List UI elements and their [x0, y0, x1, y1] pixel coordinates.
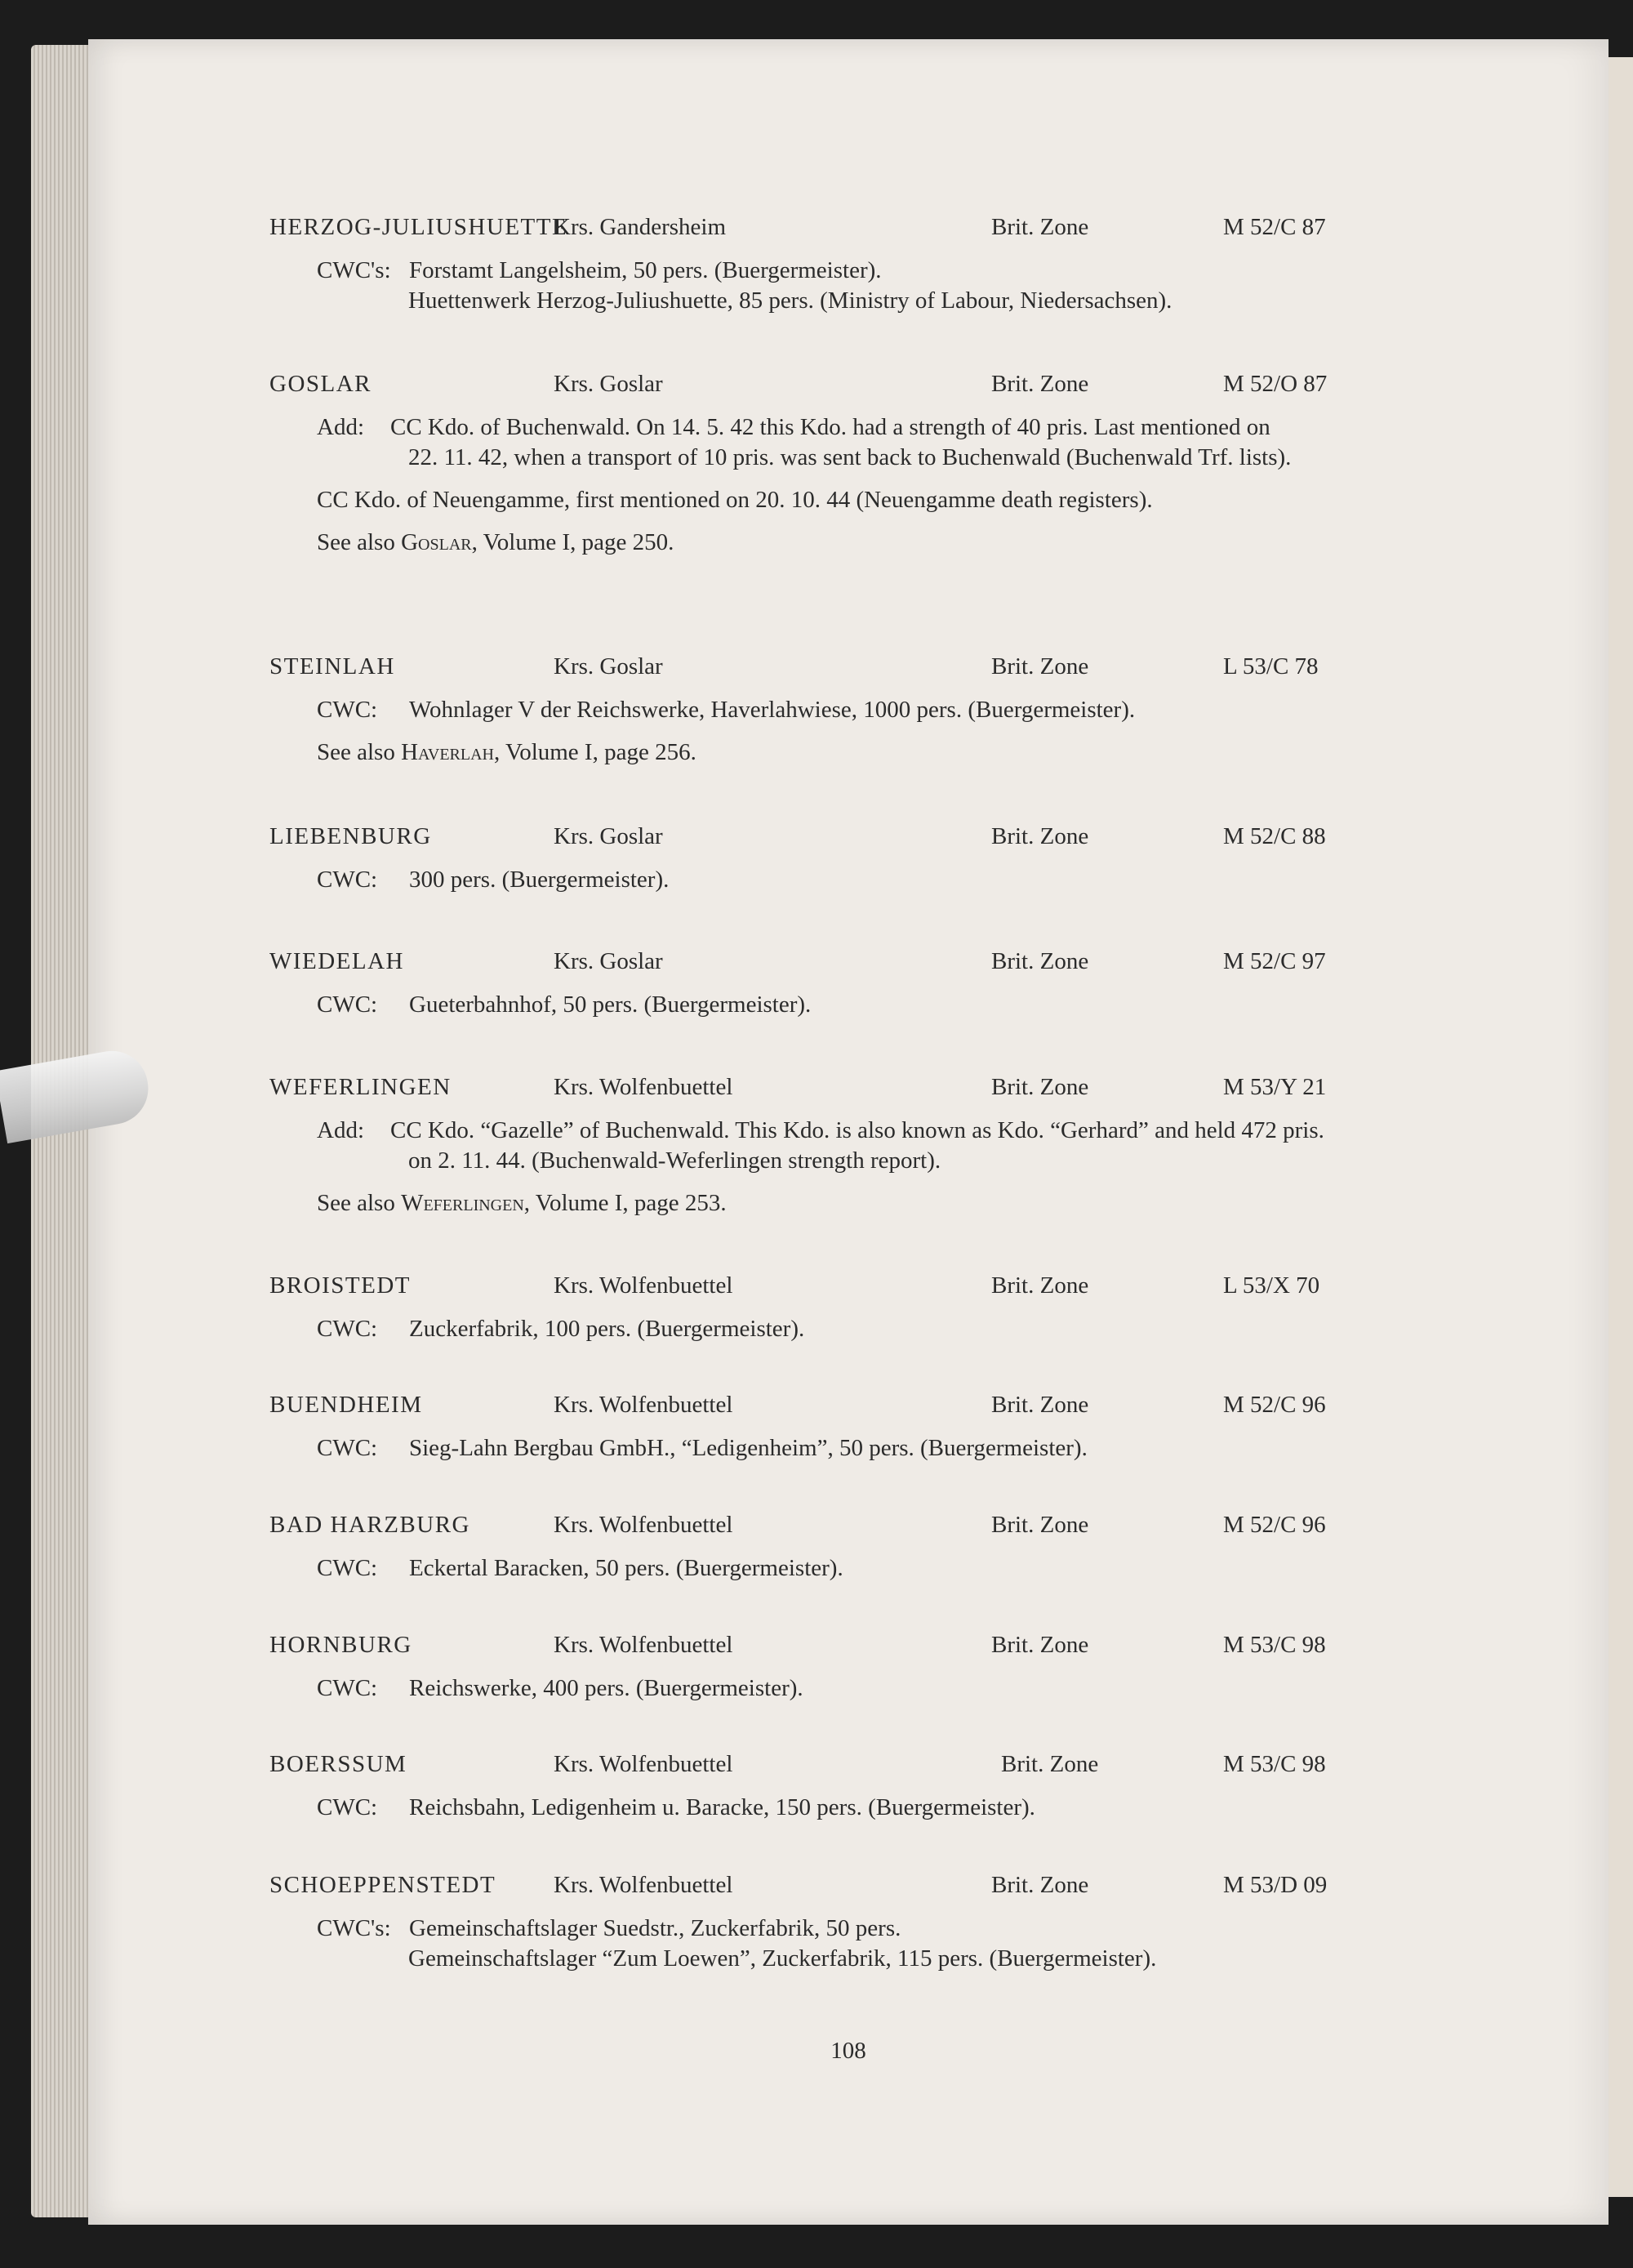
district: Krs. Wolfenbuettel [554, 1872, 733, 1898]
entry-weferlingen [88, 1074, 1609, 1221]
zone: Brit. Zone [991, 1272, 1089, 1299]
zone: Brit. Zone [991, 371, 1089, 397]
zone: Brit. Zone [991, 823, 1089, 849]
zone: Brit. Zone [991, 1512, 1089, 1538]
entry-text: CC Kdo. of Neuengamme, first mentioned on 20. 10. 44 (Neuengamme death registers). [317, 487, 1153, 513]
map-reference: M 52/C 96 [1223, 1512, 1326, 1538]
entry-herzog-juliushuette [88, 214, 1609, 319]
entry-label: Add: [317, 1117, 364, 1143]
entry-text: Zuckerfabrik, 100 pers. (Buergermeister). [409, 1316, 805, 1342]
see-also: See also Haverlah, Volume I, page 256. [317, 739, 696, 765]
place-name: WIEDELAH [269, 948, 405, 974]
entry-label: CWC: [317, 1435, 378, 1461]
district: Krs. Goslar [554, 948, 663, 974]
district: Krs. Gandersheim [554, 214, 727, 240]
district: Krs. Wolfenbuettel [554, 1751, 733, 1777]
place-name: BUENDHEIM [269, 1392, 423, 1418]
entry-text: CC Kdo. of Buchenwald. On 14. 5. 42 this Kdo. had a strength of 40 pris. Last mentioned on [390, 414, 1270, 440]
entry-label: CWC: [317, 1675, 378, 1701]
page-number: 108 [830, 2038, 866, 2064]
entry-text: Gemeinschaftslager Suedstr., Zuckerfabrik, 50 pers. [409, 1915, 901, 1941]
cross-reference: Weferlingen [401, 1190, 524, 1216]
zone: Brit. Zone [991, 653, 1089, 680]
entry-label: CWC: [317, 1794, 378, 1820]
entry-text: 22. 11. 42, when a transport of 10 pris. was sent back to Buchenwald (Buchenwald Trf. lists). [408, 444, 1292, 470]
zone: Brit. Zone [991, 1632, 1089, 1658]
entry-label: CWC: [317, 1555, 378, 1581]
zone: Brit. Zone [991, 1074, 1089, 1100]
entry-goslar [88, 371, 1609, 560]
entry-text: 300 pers. (Buergermeister). [409, 867, 670, 893]
map-reference: M 53/C 98 [1223, 1751, 1326, 1777]
entry-text: Eckertal Baracken, 50 pers. (Buergermeister). [409, 1555, 843, 1581]
see-also: See also Goslar, Volume I, page 250. [317, 529, 674, 555]
district: Krs. Wolfenbuettel [554, 1074, 733, 1100]
place-name: BAD HARZBURG [269, 1512, 470, 1538]
entry-buendheim [88, 1392, 1609, 1466]
entry-label: Add: [317, 414, 364, 440]
entry-text: Wohnlager V der Reichswerke, Haverlahwiese, 1000 pers. (Buergermeister). [409, 697, 1136, 723]
see-also: See also Weferlingen, Volume I, page 253. [317, 1190, 727, 1216]
district: Krs. Wolfenbuettel [554, 1392, 733, 1418]
map-reference: M 53/D 09 [1223, 1872, 1328, 1898]
entry-bad-harzburg [88, 1512, 1609, 1586]
entry-hornburg [88, 1632, 1609, 1706]
cross-reference: Haverlah [401, 739, 495, 765]
district: Krs. Goslar [554, 371, 663, 397]
place-name: WEFERLINGEN [269, 1074, 452, 1100]
entry-schoeppenstedt [88, 1872, 1609, 1976]
district: Krs. Wolfenbuettel [554, 1272, 733, 1299]
place-name: HORNBURG [269, 1632, 412, 1658]
district: Krs. Wolfenbuettel [554, 1512, 733, 1538]
document-page [88, 39, 1609, 2225]
entry-wiedelah [88, 948, 1609, 1023]
entry-liebenburg [88, 823, 1609, 898]
map-reference: M 53/Y 21 [1223, 1074, 1327, 1100]
entry-boerssum [88, 1751, 1609, 1825]
map-reference: L 53/X 70 [1223, 1272, 1320, 1299]
entry-label: CWC's: [317, 1915, 391, 1941]
entry-broistedt [88, 1272, 1609, 1347]
entry-text: Reichsbahn, Ledigenheim u. Baracke, 150 pers. (Buergermeister). [409, 1794, 1035, 1820]
entry-label: CWC's: [317, 257, 391, 283]
place-name: SCHOEPPENSTEDT [269, 1872, 496, 1898]
zone: Brit. Zone [1001, 1751, 1099, 1777]
entry-text: Sieg-Lahn Bergbau GmbH., “Ledigenheim”, 50 pers. (Buergermeister). [409, 1435, 1088, 1461]
cross-reference: Goslar [401, 529, 472, 555]
map-reference: M 52/C 87 [1223, 214, 1326, 240]
entry-label: CWC: [317, 867, 378, 893]
place-name: LIEBENBURG [269, 823, 432, 849]
district: Krs. Goslar [554, 823, 663, 849]
place-name: BROISTEDT [269, 1272, 411, 1299]
place-name: BOERSSUM [269, 1751, 407, 1777]
zone: Brit. Zone [991, 1392, 1089, 1418]
zone: Brit. Zone [991, 214, 1089, 240]
entry-text: Huettenwerk Herzog-Juliushuette, 85 pers. (Ministry of Labour, Niedersachsen). [408, 287, 1172, 314]
place-name: GOSLAR [269, 371, 372, 397]
entry-steinlah [88, 653, 1609, 770]
zone: Brit. Zone [991, 1872, 1089, 1898]
zone: Brit. Zone [991, 948, 1089, 974]
entry-label: CWC: [317, 697, 378, 723]
entry-text: Forstamt Langelsheim, 50 pers. (Buergermeister). [409, 257, 882, 283]
entry-text: on 2. 11. 44. (Buchenwald-Weferlingen strength report). [408, 1147, 941, 1174]
map-reference: M 52/C 88 [1223, 823, 1326, 849]
map-reference: M 52/C 96 [1223, 1392, 1326, 1418]
entry-text: Gueterbahnhof, 50 pers. (Buergermeister). [409, 991, 812, 1018]
place-name: HERZOG-JULIUSHUETTE [269, 214, 568, 240]
entry-text: Gemeinschaftslager “Zum Loewen”, Zuckerfabrik, 115 pers. (Buergermeister). [408, 1945, 1157, 1972]
map-reference: M 53/C 98 [1223, 1632, 1326, 1658]
place-name: STEINLAH [269, 653, 395, 680]
map-reference: L 53/C 78 [1223, 653, 1319, 680]
entry-label: CWC: [317, 1316, 378, 1342]
district: Krs. Wolfenbuettel [554, 1632, 733, 1658]
entry-text: CC Kdo. “Gazelle” of Buchenwald. This Kdo. is also known as Kdo. “Gerhard” and held 472 pris. [390, 1117, 1324, 1143]
map-reference: M 52/C 97 [1223, 948, 1326, 974]
map-reference: M 52/O 87 [1223, 371, 1328, 397]
district: Krs. Goslar [554, 653, 663, 680]
entry-label: CWC: [317, 991, 378, 1018]
entry-text: Reichswerke, 400 pers. (Buergermeister). [409, 1675, 803, 1701]
